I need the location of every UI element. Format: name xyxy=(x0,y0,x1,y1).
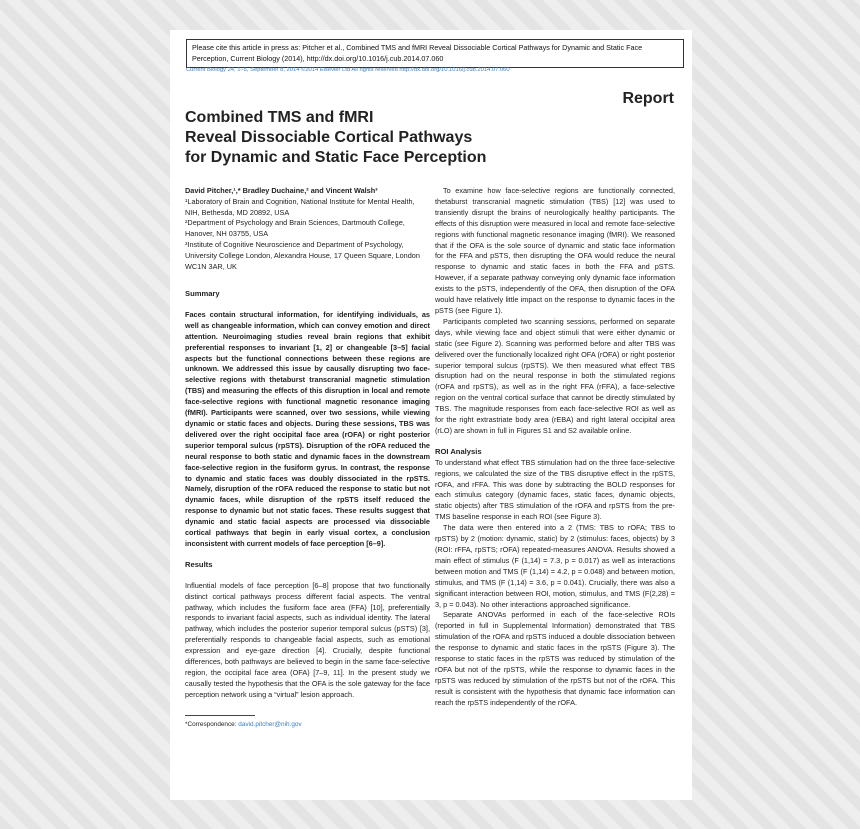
article-page xyxy=(170,30,692,800)
footnote-rule xyxy=(185,715,255,716)
affiliation: ³Institute of Cognitive Neuroscience and Department of Psychology, University College London, Alexandra House, 17 Queen Square, London WC1N 3AR, UK xyxy=(185,239,420,271)
summary-text: Faces contain structural information, for identifying individuals, as well as changeable information, which can convey emotion and direct attention. Neuroimaging studies reveal brain regions that exhibit preferential responses to invariant [1, 2] or changeable [3–5] facial aspects but the functional connections between these regions are unknown. We addressed this issue by causally disrupting two face-selective regions with thetaburst transcranial magnetic stimulation (TBS) and measuring the effects of this disruption in local and remote face-selective regions with functional magnetic resonance imaging (fMRI). Participants were scanned, over two sessions, while viewing dynamic or static faces and objects. During these sessions, TBS was delivered over the right occipital face area (rOFA) or right posterior superior temporal sulcus (rpSTS). Disruption of the rOFA reduced the neural response to both static and dynamic faces in the downstream face-selective region in the fusiform gyrus. In contrast, the response to dynamic and static faces was doubly dissociated in the rpSTS. Namely, disruption of the rOFA reduced the response to static but not dynamic faces, while disruption of the rpSTS itself reduced the response to dynamic but not static faces. These results suggest that dynamic and static facial aspects are processed via dissociable cortical pathways that begin in early visual cortex, a conclusion inconsistent with current models of face perception [6–9]. xyxy=(185,309,430,548)
author-block xyxy=(185,186,430,272)
article-title xyxy=(185,108,605,168)
left-column xyxy=(185,289,430,729)
paragraph: Separate ANOVAs performed in each of the face-selective ROIs (reported in full in Supplemental Information) demonstrated that TBS stimulation of the rOFA and rpSTS induced a double dissociation between the response to dynamic and static faces in the rpSTS (Figure 3). The response to static faces in the rpSTS was reduced by stimulation of the rOFA but not of the rpSTS, while the response to dynamic faces in the rpSTS was reduced by stimulation of the rpSTS but not of the rOFA. This result is consistent with the hypothesis that dynamic face information can reach the rpSTS independently of the rOFA. xyxy=(435,610,675,707)
section-label: Report xyxy=(622,90,674,107)
title-line: Reveal Dissociable Cortical Pathways xyxy=(185,129,473,146)
correspondence-label: *Correspondence: xyxy=(185,720,239,728)
paragraph: To understand what effect TBS stimulation had on the three face-selective regions, we calculated the size of the TBS disruptive effect in the rpSTS, rOFA, and rFFA. This was done by subtracting the BOLD responses for each stimulus category (dynamic faces, static faces, dynamic objects, static objects) after TBS stimulation of the rOFA and rpSTS from the pre-TMS baseline response in each ROI (see Figure 3). xyxy=(435,457,675,522)
roi-heading: ROI Analysis xyxy=(435,446,482,456)
correspondence-email-link[interactable]: david.pitcher@nih.gov xyxy=(238,720,302,728)
summary-heading: Summary xyxy=(185,289,220,298)
citation-box: Please cite this article in press as: Pitcher et al., Combined TMS and fMRI Reveal Dissociable Cortical Pathways for Dynamic and Static Face Perception, Current Biology (2014), http://dx.doi.org/10.1016/j.cub.2014.07.060 xyxy=(186,39,684,68)
affiliation: ²Department of Psychology and Brain Sciences, Dartmouth College, Hanover, NH 03755, USA xyxy=(185,218,405,239)
paragraph: The data were then entered into a 2 (TMS: TBS to rOFA; TBS to rpSTS) by 2 (motion: dynamic, static) by 2 (stimulus: faces, objects) by 3 (ROI: rFFA, rpSTS; rOFA) repeated-measures ANOVA. Results showed a main effect of stimulus (F (1,14) = 7.3, p = 0.017) as well as interactions between motion and TMS (F (1,14) = 4.2, p = 0.048) and between motion, stimulus, and TMS (F (1,14) = 3.6, p = 0.041). Crucially, there was also a significant interaction between ROI, motion, stimulus, and TMS (F(2,28) = 3, p = 0.043). No other interactions approached significance. xyxy=(435,523,675,609)
paragraph: Participants completed two scanning sessions, performed on separate days, while viewing face and object stimuli that were either dynamic or static (see Figure 2). Scanning was performed before and after TBS was delivered over the functionally localized right OFA (rOFA) or right posterior superior temporal sulcus (rpSTS). We then measured what effect TBS disruption had on the neural response in both the stimulated regions (rOFA and rpSTS), as well as in the right FFA (rFFA), a face-selective region on the ventral cortical surface that cannot be directly stimulated by TBS. The magnitude responses from each face-selective ROI as well as for the right extrastriate body area (rEBA) and right lateral occipital area (rLO) are shown in full in Figures S1 and S2 available online. xyxy=(435,316,675,435)
right-column xyxy=(435,186,675,709)
title-line: for Dynamic and Static Face Perception xyxy=(185,149,487,166)
correspondence xyxy=(185,720,430,729)
results-heading: Results xyxy=(185,559,213,569)
author-names: David Pitcher,¹,* Bradley Duchaine,² and Vincent Walsh³ xyxy=(185,186,378,195)
journal-info: Current Biology 24, 1–5, September 8, 2014 ©2014 Elsevier Ltd All rights reserved http://dx.doi.org/10.1016/j.cub.2014.07.060 xyxy=(186,67,510,73)
paragraph: To examine how face-selective regions are functionally connected, thetaburst transcranial magnetic stimulation (TBS) [12] was used to transiently disrupt the brains of neurologically healthy participants. The effects of this disruption were measured in local and remote face-selective regions with functional magnetic resonance imaging (fMRI). We reasoned that if the OFA is the sole source of dynamic and static face information for the FFA and pSTS, then disrupting the OFA would reduce the neural response to dynamic and static faces in both the FFA and pSTS. However, if a separate pathway conveying only dynamic face information exists to the pSTS, independently of the OFA, then disruption of the OFA would have relatively little impact on the response to dynamic faces in the pSTS (see Figure 1). xyxy=(435,186,675,315)
title-line: Combined TMS and fMRI xyxy=(185,109,374,126)
results-text: Influential models of face perception [6–8] propose that two functionally distinct cortical pathways process different facial aspects. The ventral pathway, which includes the fusiform face area (FFA) [10], preferentially responds to invariant facial aspects, such as individual identity. The lateral pathway, which includes the posterior superior temporal sulcus (pSTS) [3], preferentially responds to changeable facial aspects, such as emotional expression and eye-gaze direction [4]. Crucially, despite functional differences, both pathways are believed to begin in the same face-selective region, the occipital face area (OFA) [7–9, 11]. In the present study we causally tested the hypothesis that the OFA is the sole gateway for the face perception network using a “virtual” lesion approach. xyxy=(185,580,430,699)
affiliation: ¹Laboratory of Brain and Cognition, National Institute for Mental Health, NIH, Bethesda, MD 20892, USA xyxy=(185,196,415,217)
